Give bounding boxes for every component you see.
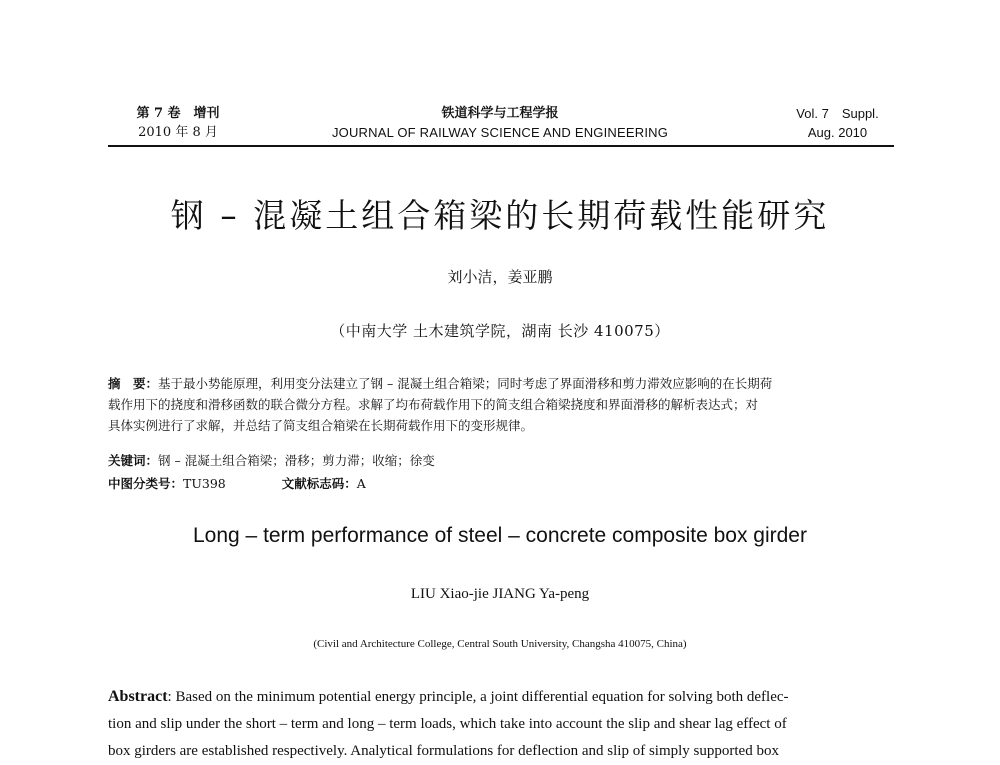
abstract-en-line	[108, 683, 894, 711]
abstract-cn-line: 具体实例进行了求解，并总结了简支组合箱梁在长期荷载作用下的变形规律。	[108, 418, 534, 433]
abstract-en-label: Abstract	[108, 688, 168, 705]
keywords-cn	[108, 451, 435, 469]
authors-en: LIU Xiao-jie JIANG Ya-peng	[410, 586, 590, 602]
abstract-cn-text: 基于最小势能原理，利用变分法建立了钢 – 混凝土组合箱梁；同时考虑了界面滑移和剪力滞效应影响的在长期荷	[158, 376, 773, 391]
paper-title-cn: 钢 – 混凝土组合箱梁的长期荷载性能研究	[170, 196, 830, 235]
keywords-cn-text: 钢 – 混凝土组合箱梁；滑移；剪力滞；收缩；徐变	[158, 453, 435, 468]
paper-title-en: Long – term performance of steel – concrete composite box girder	[193, 524, 807, 547]
header-issue-block	[775, 104, 900, 142]
header-journal-block	[300, 104, 700, 142]
abstract-cn	[108, 373, 894, 436]
header-date-cn: 2010 年 8 月	[138, 125, 218, 140]
header-volume-cn: 第 7 卷 增刊	[136, 106, 220, 121]
header-volume-block	[108, 104, 248, 142]
header-journal-cn: 铁道科学与工程学报	[441, 106, 559, 121]
affiliation-en: (Civil and Architecture College, Central South University, Changsha 410075, China)	[313, 638, 687, 650]
abstract-en-line: box girders are established respectively. Analytical formulations for deflection and slip of simply supported box	[108, 743, 779, 759]
header-date-en: Aug. 2010	[807, 125, 868, 140]
abstract-cn-line	[108, 373, 894, 394]
affiliation-cn: （中南大学 土木建筑学院，湖南 长沙 410075）	[330, 322, 670, 340]
classification-label: 中图分类号：	[108, 476, 184, 491]
abstract-en	[108, 683, 894, 765]
abstract-en-text: : Based on the minimum potential energy principle, a joint differential equation for solving both deflec-	[167, 689, 789, 705]
authors-cn: 刘小洁，姜亚鹏	[447, 268, 553, 286]
header-journal-en: JOURNAL OF RAILWAY SCIENCE AND ENGINEERING	[331, 125, 669, 140]
abstract-en-line: tion and slip under the short – term and long – term loads, which take into account the slip and shear lag effect of	[108, 716, 787, 732]
header-volume-en: Vol. 7 Suppl.	[796, 106, 879, 121]
keywords-cn-label: 关键词：	[108, 453, 159, 468]
classification-value: TU398	[183, 476, 226, 491]
header-rule	[108, 145, 894, 147]
document-code-label: 文献标志码：	[281, 476, 357, 491]
abstract-cn-line: 载作用下的挠度和滑移函数的联合微分方程。求解了均布荷载作用下的简支组合箱梁挠度和界面滑移的解析表达式；对	[108, 397, 759, 412]
abstract-cn-label: 摘 要：	[108, 376, 159, 391]
document-code-value: A	[356, 476, 366, 491]
classification-row	[108, 474, 366, 492]
